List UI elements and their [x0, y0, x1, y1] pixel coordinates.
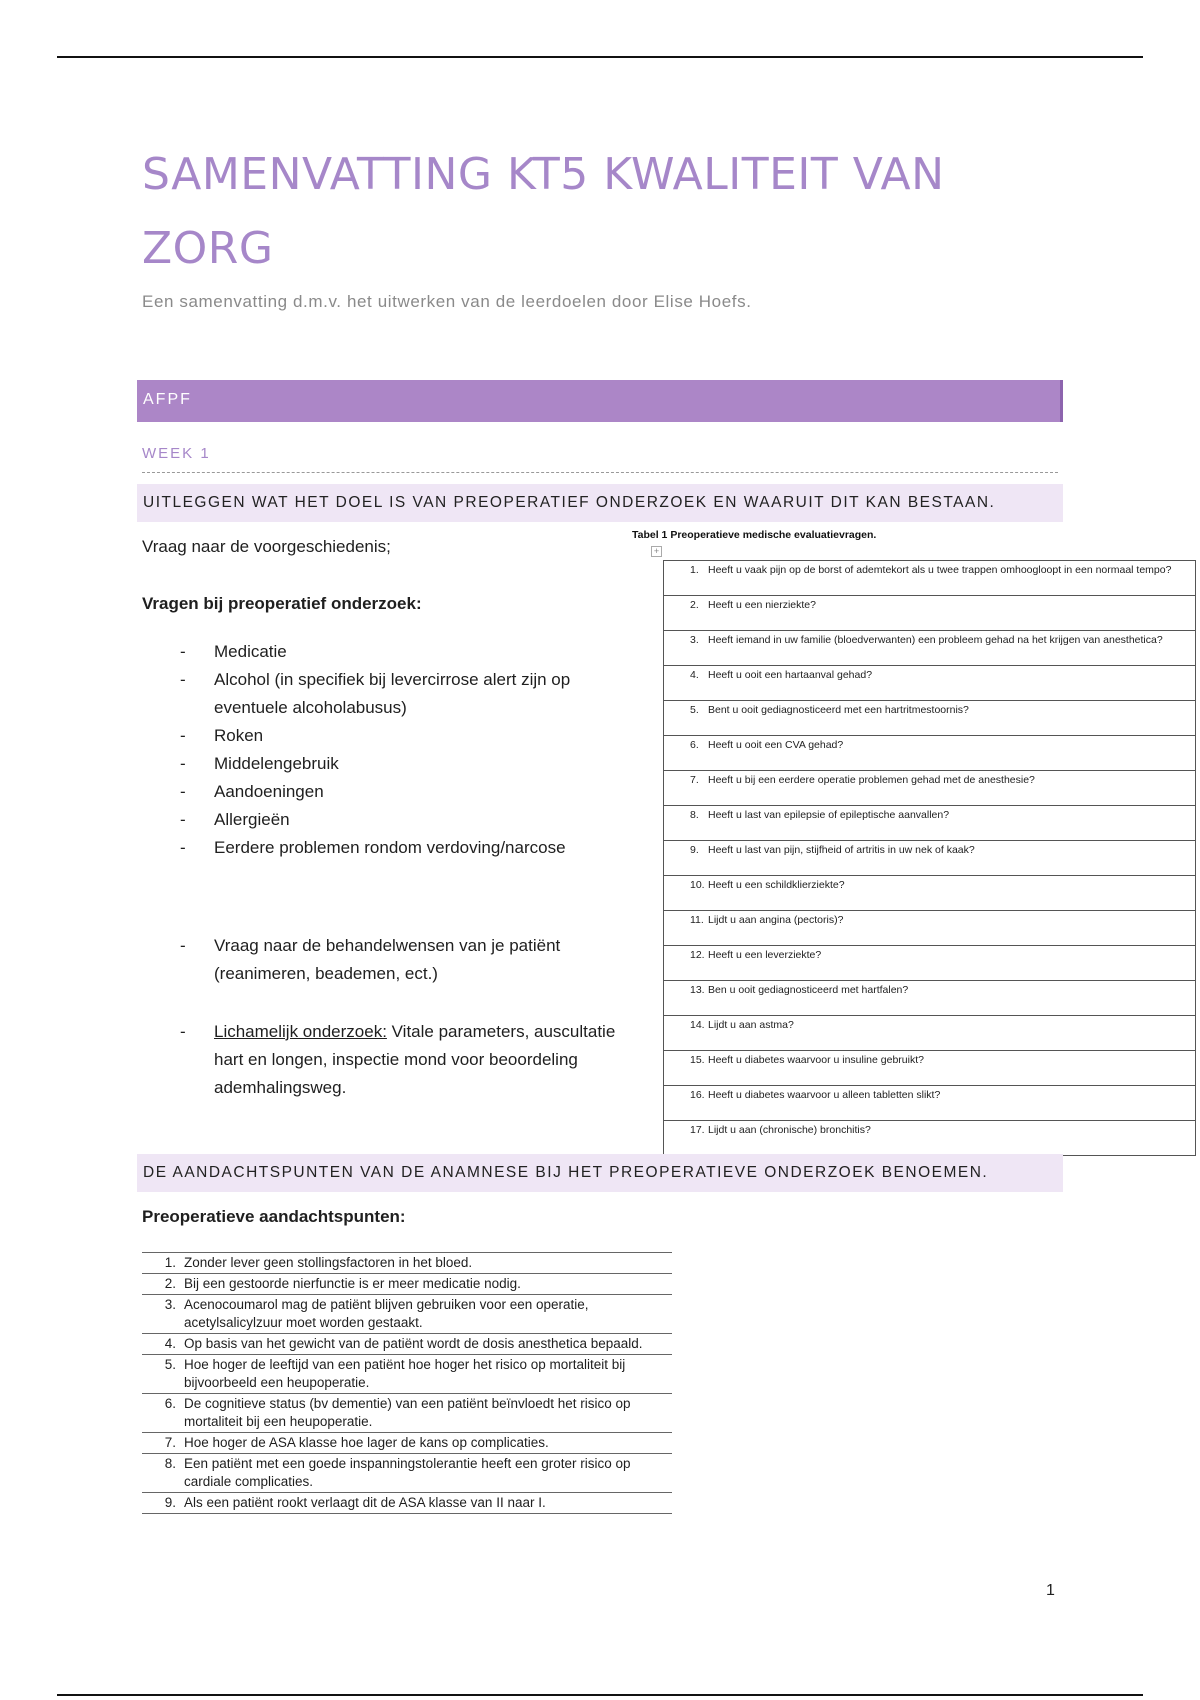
- row-text: Ben u ooit gediagnosticeerd met hartfalen?: [708, 984, 909, 996]
- table-row: [142, 1433, 672, 1454]
- point-number: 3.: [142, 1295, 184, 1334]
- table-row: [142, 1454, 672, 1493]
- table-row: [664, 701, 1196, 736]
- section2-label: Preoperatieve aandachtspunten:: [142, 1207, 406, 1226]
- point-number: 5.: [142, 1355, 184, 1394]
- point-text: Zonder lever geen stollingsfactoren in het bloed.: [184, 1253, 672, 1274]
- table-row: [664, 981, 1196, 1016]
- table-caption: Tabel 1 Preoperatieve medische evaluatievragen.: [632, 529, 877, 541]
- row-number: 9.: [690, 844, 699, 856]
- list-item: - Eerdere problemen rondom verdoving/narcose: [142, 834, 622, 862]
- section2-heading: DE AANDACHTSPUNTEN VAN DE ANAMNESE BIJ HET PREOPERATIEVE ONDERZOEK BENOEMEN.: [137, 1154, 1063, 1192]
- table-row: [664, 1121, 1196, 1156]
- point-number: 6.: [142, 1394, 184, 1433]
- table-row: [664, 771, 1196, 806]
- row-number: 10.: [690, 879, 705, 891]
- row-text: Heeft u ooit een hartaanval gehad?: [708, 669, 873, 681]
- row-number: 17.: [690, 1124, 705, 1136]
- row-number: 11.: [690, 914, 704, 926]
- week-label: WEEK 1: [142, 445, 211, 462]
- list-item: - Alcohol (in specifiek bij levercirrose alert zijn op eventuele alcoholabusus): [142, 666, 622, 722]
- table-row: [664, 946, 1196, 981]
- row-text: Lijdt u aan angina (pectoris)?: [708, 914, 844, 926]
- table-row: [664, 911, 1196, 946]
- table-row: [664, 736, 1196, 771]
- table-row: [664, 631, 1196, 666]
- table-row: [142, 1253, 672, 1274]
- row-text: Heeft u een schildklierziekte?: [708, 879, 845, 891]
- row-number: 16.: [690, 1089, 705, 1101]
- point-text: Hoe hoger de ASA klasse hoe lager de kans op complicaties.: [184, 1433, 672, 1454]
- point-text: Bij een gestoorde nierfunctie is er meer medicatie nodig.: [184, 1274, 672, 1295]
- list-item: - Aandoeningen: [142, 778, 622, 806]
- row-number: 5.: [690, 704, 699, 716]
- document-subtitle: Een samenvatting d.m.v. het uitwerken van de leerdoelen door Elise Hoefs.: [142, 292, 752, 311]
- table-row: [664, 1086, 1196, 1121]
- point-text: Een patiënt met een goede inspanningstolerantie heeft een groter risico op cardiale complicaties.: [184, 1454, 672, 1493]
- table-row: [142, 1355, 672, 1394]
- table-row: [142, 1295, 672, 1334]
- list-item: [142, 1018, 622, 1102]
- row-number: 8.: [690, 809, 699, 821]
- evaluation-questions-table: [663, 560, 1196, 1156]
- row-number: 6.: [690, 739, 699, 751]
- row-number: 2.: [690, 599, 699, 611]
- table-row: [142, 1334, 672, 1355]
- exam-list: [142, 1018, 622, 1102]
- exam-label: Lichamelijk onderzoek:: [214, 1022, 387, 1041]
- row-text: Heeft u last van epilepsie of epileptische aanvallen?: [708, 809, 950, 821]
- table-row: [664, 1051, 1196, 1086]
- point-text: Op basis van het gewicht van de patiënt wordt de dosis anesthetica bepaald.: [184, 1334, 672, 1355]
- wishes-list: [142, 932, 622, 988]
- section-band: [137, 380, 1063, 422]
- row-text: Heeft iemand in uw familie (bloedverwanten) een probleem gehad na het krijgen van anesthetica?: [708, 634, 1163, 646]
- row-number: 7.: [690, 774, 699, 786]
- row-number: 15.: [690, 1054, 705, 1066]
- top-rule: [57, 56, 1143, 58]
- point-number: 2.: [142, 1274, 184, 1295]
- row-text: Heeft u last van pijn, stijfheid of artritis in uw nek of kaak?: [708, 844, 975, 856]
- list-item: - Middelengebruik: [142, 750, 622, 778]
- row-text: Bent u ooit gediagnosticeerd met een hartritmestoornis?: [708, 704, 969, 716]
- point-text: Als een patiënt rookt verlaagt dit de ASA klasse van II naar I.: [184, 1493, 672, 1514]
- table-row: [664, 841, 1196, 876]
- section1-intro: Vraag naar de voorgeschiedenis;: [142, 537, 391, 556]
- point-number: 1.: [142, 1253, 184, 1274]
- row-number: 4.: [690, 669, 699, 681]
- row-text: Lijdt u aan (chronische) bronchitis?: [708, 1124, 871, 1136]
- table-row: [142, 1274, 672, 1295]
- point-number: 9.: [142, 1493, 184, 1514]
- point-number: 4.: [142, 1334, 184, 1355]
- list-item: - Allergieën: [142, 806, 622, 834]
- row-text: Heeft u vaak pijn op de borst of ademtekort als u twee trappen omhoogloopt in een normaal tempo?: [708, 564, 1172, 576]
- row-number: 3.: [690, 634, 699, 646]
- table-row: [664, 596, 1196, 631]
- section-band-label: AFPF: [143, 391, 192, 408]
- table-row: [142, 1394, 672, 1433]
- bottom-rule: [57, 1694, 1143, 1696]
- row-text: Heeft u diabetes waarvoor u alleen tabletten slikt?: [708, 1089, 941, 1101]
- section1-heading: UITLEGGEN WAT HET DOEL IS VAN PREOPERATIEF ONDERZOEK EN WAARUIT DIT KAN BESTAAN.: [137, 484, 1063, 522]
- point-number: 7.: [142, 1433, 184, 1454]
- row-text: Heeft u ooit een CVA gehad?: [708, 739, 844, 751]
- point-text: Hoe hoger de leeftijd van een patiënt hoe hoger het risico op mortaliteit bij bijvoorbeeld een heupoperatie.: [184, 1355, 672, 1394]
- attention-points-list: [142, 1252, 672, 1514]
- row-number: 12.: [690, 949, 705, 961]
- table-row: [142, 1493, 672, 1514]
- row-number: 1.: [690, 564, 699, 576]
- list-item: - Vraag naar de behandelwensen van je patiënt (reanimeren, beademen, ect.): [142, 932, 622, 988]
- list-item: - Roken: [142, 722, 622, 750]
- row-text: Heeft u een leverziekte?: [708, 949, 822, 961]
- dashed-divider: [142, 472, 1058, 473]
- table-row: [664, 666, 1196, 701]
- point-text: De cognitieve status (bv dementie) van een patiënt beïnvloedt het risico op mortaliteit bij een heupoperatie.: [184, 1394, 672, 1433]
- preop-question-list: [142, 638, 622, 862]
- point-number: 8.: [142, 1454, 184, 1493]
- row-text: Heeft u bij een eerdere operatie problemen gehad met de anesthesie?: [708, 774, 1035, 786]
- row-text: Heeft u een nierziekte?: [708, 599, 816, 611]
- point-text: Acenocoumarol mag de patiënt blijven gebruiken voor een operatie, acetylsalicylzuur moet worden gestaakt.: [184, 1295, 672, 1334]
- row-text: Heeft u diabetes waarvoor u insuline gebruikt?: [708, 1054, 924, 1066]
- table-row: [664, 561, 1196, 596]
- row-text: Lijdt u aan astma?: [708, 1019, 794, 1031]
- section1-questions-label: Vragen bij preoperatief onderzoek:: [142, 594, 422, 613]
- document-title: SAMENVATTING KT5 KWALITEIT VAN ZORG: [142, 149, 945, 274]
- exam-text: Vitale parameters, auscultatie hart en longen, inspectie mond voor beoordeling ademhalingsweg.: [214, 1022, 616, 1097]
- table-move-handle-icon[interactable]: +: [651, 546, 662, 557]
- table-row: [664, 876, 1196, 911]
- list-item: - Medicatie: [142, 638, 622, 666]
- table-row: [664, 806, 1196, 841]
- page-number: 1: [1046, 1582, 1055, 1599]
- table-row: [664, 1016, 1196, 1051]
- row-number: 13.: [690, 984, 705, 996]
- row-number: 14.: [690, 1019, 705, 1031]
